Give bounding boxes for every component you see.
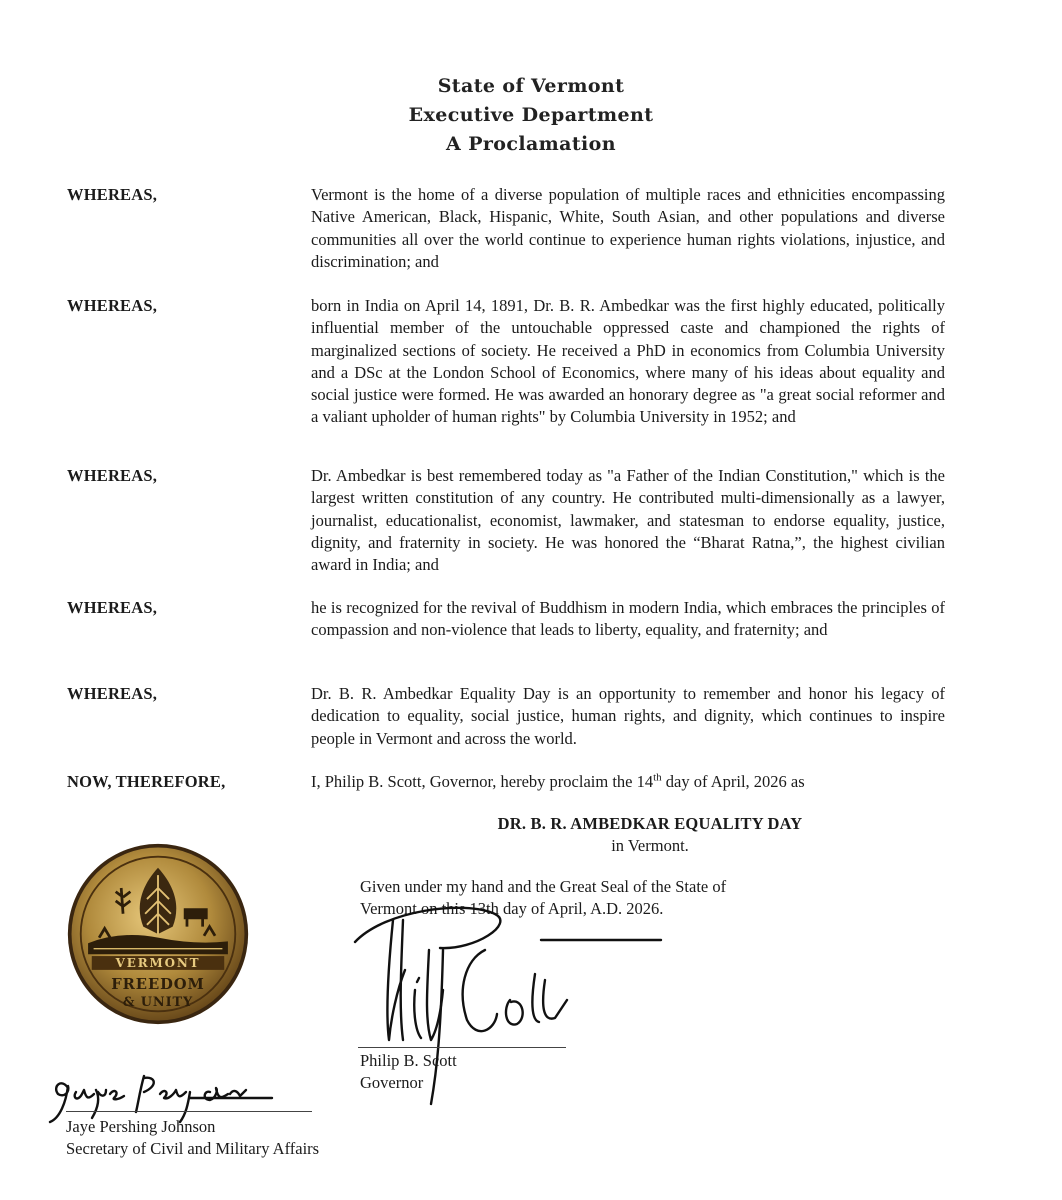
- clause-label: WHEREAS,: [67, 598, 158, 617]
- seal-motto-1: FREEDOM: [111, 976, 205, 994]
- clause-text: born in India on April 14, 1891, Dr. B. R. Ambedkar was the first highly educated, politically influential member of the untouchable oppressed caste and championed the rights of marginalized sections of society. He received a PhD in economics from Columbia University and a DSc at the London School of Economics, where many of his ideas about equality and social justice were formed. He was awarded an honorary degree as "a great social reformer and a valiant upholder of human rights" by Columbia University in 1952; and: [311, 296, 945, 427]
- header-department: Executive Department: [408, 104, 654, 126]
- document-header: [0, 72, 1062, 159]
- given-line-2: Vermont on this 13th day of April, A.D. 2026.: [360, 899, 664, 918]
- governor-signature-line: [358, 1047, 566, 1048]
- ordinal-suffix: th: [653, 771, 662, 784]
- governor-name: Philip B. Scott: [360, 1051, 457, 1070]
- clause-label: NOW, THEREFORE,: [67, 772, 226, 791]
- given-line-1: Given under my hand and the Great Seal of the State of: [360, 877, 727, 896]
- proclaimed-subtitle: in Vermont.: [611, 836, 689, 855]
- header-state: State of Vermont: [437, 75, 625, 97]
- secretary-signature-line: [66, 1111, 312, 1112]
- governor-title: Governor: [360, 1073, 424, 1092]
- governor-block: [360, 1050, 457, 1094]
- clause-text: he is recognized for the revival of Buddhism in modern India, which embraces the principles of compassion and non-violence that leads to liberty, equality, and fraternity; and: [311, 598, 945, 640]
- secretary-block: [66, 1116, 319, 1160]
- clause-label: WHEREAS,: [67, 684, 158, 703]
- clause-text: [311, 771, 945, 793]
- clause-text: Vermont is the home of a diverse population of multiple races and ethnicities encompassing Native American, Black, Hispanic, White, South Asian, and other populations and diverse communities all over the world continue to experience human rights violations, injustice, and discrimination; and: [311, 185, 945, 271]
- vermont-seal-icon: [66, 842, 250, 1026]
- secretary-name: Jaye Pershing Johnson: [66, 1117, 216, 1136]
- clause-label: WHEREAS,: [67, 466, 158, 485]
- header-proclamation: A Proclamation: [446, 133, 616, 155]
- proclaim-text-end: day of April, 2026 as: [661, 772, 805, 791]
- proclaimed-title: DR. B. R. AMBEDKAR EQUALITY DAY: [497, 814, 803, 833]
- proclaimed-day: [400, 813, 900, 857]
- secretary-title: Secretary of Civil and Military Affairs: [66, 1139, 320, 1158]
- clause-text: Dr. B. R. Ambedkar Equality Day is an opportunity to remember and honor his legacy of dedication to equality, social justice, human rights, and dignity, which continues to inspire people in Vermont and across the world.: [311, 684, 945, 748]
- clause-text: Dr. Ambedkar is best remembered today as "a Father of the Indian Constitution," which is the largest written constitution of any country. He contributed multi-dimensionally as a lawyer, journalist, educationalist, economist, lawmaker, and statesman to endorse equality, justice, dignity, and fraternity in society. He was honored the “Bharat Ratna,”, the highest civilian award in India; and: [311, 466, 945, 575]
- seal-top-text: VERMONT: [115, 956, 201, 971]
- seal-motto-2: & UNITY: [122, 994, 194, 1010]
- clause-label: WHEREAS,: [67, 296, 158, 315]
- proclaim-text: I, Philip B. Scott, Governor, hereby proclaim the 14: [311, 772, 654, 791]
- clause-label: WHEREAS,: [67, 185, 158, 204]
